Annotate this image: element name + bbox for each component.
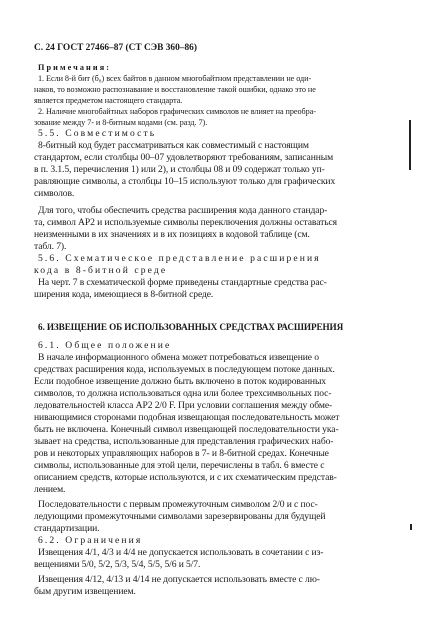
note-line: 2. Наличие многобайтных наборов графических символов не влияет на преобра- xyxy=(38,107,316,116)
text-line: зывает на средства, использованные для представления графических набо- xyxy=(34,436,334,447)
text-line: бым другим извещением. xyxy=(34,586,136,597)
text-line: та, символ АР2 и используемые символы переключения должны оставаться xyxy=(34,217,337,228)
text-line: стандартизации. xyxy=(34,523,100,534)
note-line: зование между 7- и 8-битным кодами (см. разд. 7). xyxy=(34,118,208,127)
margin-dot xyxy=(410,524,412,530)
text-line: вещениями 5/0, 5/2, 5/3, 5/4, 5/5, 5/6 и 5/7. xyxy=(34,559,201,570)
text-line: описанием средств, которые используются, и с их схематическим представ- xyxy=(34,472,337,483)
text-line: символов, то должна использоваться одна или более трехсимвольных пос- xyxy=(34,388,332,399)
text-line: нивающимися сторонами подобная извещающая последовательность может xyxy=(34,412,340,423)
text-line: лением. xyxy=(34,484,66,495)
note-line: 1. Если 8-й бит (б₈) всех байтов в данном многобайтном представлении не оди- xyxy=(38,74,312,83)
notes-title: Примечания: xyxy=(38,63,112,72)
text-line: Извещения 4/1, 4/3 и 4/4 не допускается использовать в сочетании с из- xyxy=(38,547,324,558)
text-line: На черт. 7 в схематической форме приведены стандартные средства рас- xyxy=(38,277,327,288)
text-line: В начале информационного обмена может потребоваться извещение о xyxy=(38,352,319,363)
text-line: 8-битный код будет рассматриваться как совместимый с настоящим xyxy=(38,140,309,151)
text-line: Для того, чтобы обеспечить средства расширения кода данного стандар- xyxy=(38,205,328,216)
section-heading: 5.6. Схематическое представление расширения xyxy=(38,253,321,264)
text-line: равляющие символы, а столбцы 10–15 используют только для графических xyxy=(34,176,336,187)
section-heading: 6.1. Общее положение xyxy=(38,340,172,351)
text-line: средствах расширения кода, используемых в последующем потоке данных. xyxy=(34,364,335,375)
text-line: Извещения 4/12, 4/13 и 4/14 не допускается использовать вместе с лю- xyxy=(38,574,320,585)
text-line: стандартом, если столбцы 00–07 удовлетворяют требованиям, записанным xyxy=(34,152,334,163)
text-line: ширения кода, имеющиеся в 8-битной среде. xyxy=(34,289,214,300)
section-heading: кода в 8-битной среде xyxy=(34,265,168,276)
text-line: ледующими промежуточными символами зарезервированы для будущей xyxy=(34,511,326,522)
text-line: в п. 3.1.5, перечисления 1) или 2), и столбцы 08 и 09 содержат только уп- xyxy=(34,164,325,175)
text-line: Последовательности с первым промежуточным символом 2/0 и с пос- xyxy=(38,499,318,510)
text-line: Если подобное извещение должно быть включено в поток кодированных xyxy=(34,376,326,387)
text-line: ледовательностей класса АР2 2/0 F. При условии соглашения между обме- xyxy=(34,400,333,411)
text-line: табл. 7). xyxy=(34,241,67,252)
text-line: неизменными в их значениях и в их позициях в кодовой таблице (см. xyxy=(34,229,310,240)
text-line: ров и некоторых управляющих наборов в 7- и 8-битной средах. Конечные xyxy=(34,448,329,459)
text-line: символов. xyxy=(34,188,75,199)
margin-bar xyxy=(409,120,411,170)
section-heading: 6.2. Ограничения xyxy=(38,535,143,546)
note-line: наков, то возможно распознавание и восстановление такой ошибки, однако это не xyxy=(34,85,316,94)
note-line: является предметом настоящего стандарта. xyxy=(34,96,183,105)
page-header: С. 24 ГОСТ 27466–87 (СТ СЭВ 360–86) xyxy=(34,43,197,53)
text-line: символы, использованные для этой цели, перечислены в табл. 6 вместе с xyxy=(34,460,325,471)
text-line: быть не включена. Конечный символ извещающей последовательности ука- xyxy=(34,424,339,435)
section-heading: 5.5. Совместимость xyxy=(38,128,157,139)
chapter-heading: 6. ИЗВЕЩЕНИЕ ОБ ИСПОЛЬЗОВАННЫХ СРЕДСТВАХ РАСШИРЕНИЯ xyxy=(38,322,344,332)
